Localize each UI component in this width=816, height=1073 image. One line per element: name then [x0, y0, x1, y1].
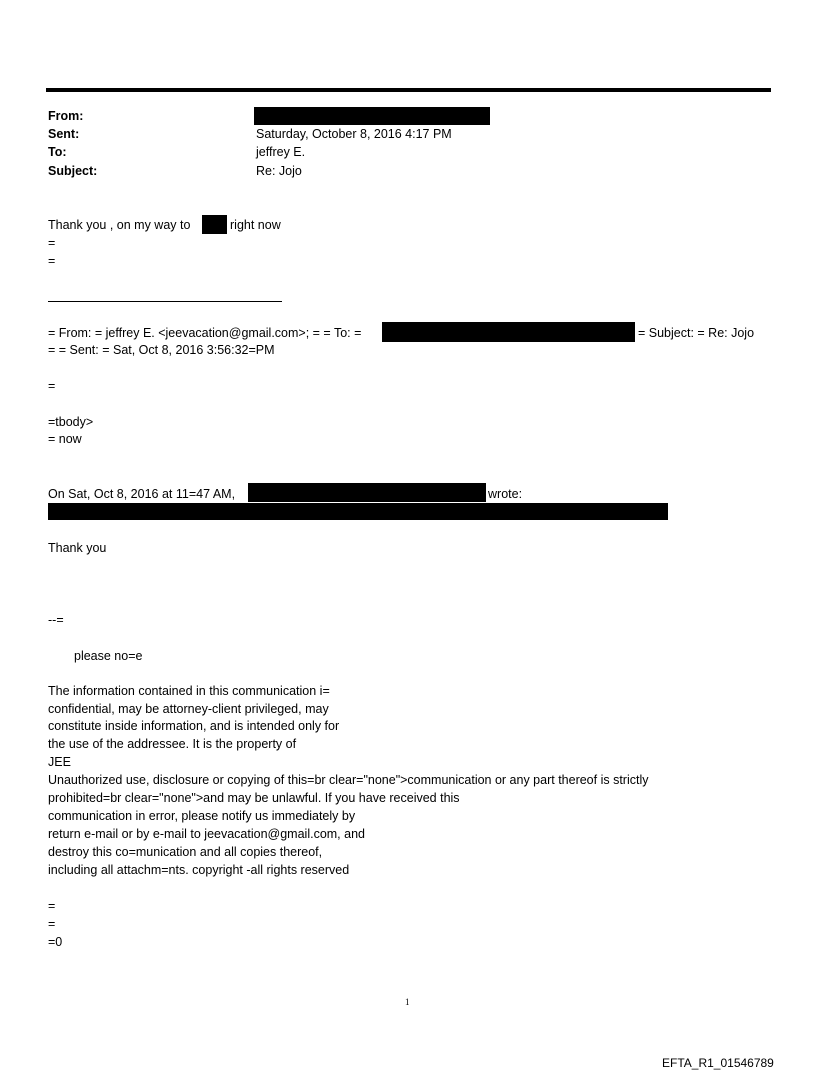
body-line-1b: right now: [230, 218, 281, 232]
quoted-header-b: = Subject: = Re: Jojo: [638, 326, 755, 340]
subject-value: Re: Jojo: [256, 164, 302, 178]
page-number: 1: [405, 997, 410, 1007]
disclaimer-line: destroy this co=munication and all copies thereof,: [48, 845, 323, 859]
subject-label: Subject:: [48, 164, 98, 178]
from-label: From:: [48, 109, 84, 123]
eq-line-1: =: [48, 236, 56, 250]
place-redaction: [202, 215, 227, 234]
sender-redaction: [248, 483, 486, 502]
quoted-header-a: = From: = jeffrey E. <jeevacation@gmail.com>; = = To: =: [48, 326, 362, 340]
end-eq-3: =0: [48, 935, 63, 949]
signature-separator: --=: [48, 613, 64, 627]
header-rule: [46, 88, 771, 92]
disclaimer-line: confidential, may be attorney-client privileged, may: [48, 702, 329, 716]
disclaimer-line: prohibited=br clear="none">and may be unlawful. If you have received this: [48, 791, 460, 805]
to-redaction: [382, 322, 635, 342]
disclaimer-line: communication in error, please notify us immediately by: [48, 809, 356, 823]
sent-label: Sent:: [48, 127, 80, 141]
end-eq-1: =: [48, 899, 56, 913]
tbody-line: =tbody>: [48, 415, 94, 429]
disclaimer-line: JEE: [48, 755, 71, 769]
disclaimer-line: constitute inside information, and is intended only for: [48, 719, 340, 733]
now-line: = now: [48, 432, 82, 446]
eq-line-3: =: [48, 379, 56, 393]
thank-you-line: Thank you: [48, 541, 107, 555]
quoted-sent: = = Sent: = Sat, Oct 8, 2016 3:56:32=PM: [48, 343, 275, 357]
message-redaction: [48, 503, 668, 520]
disclaimer-line: return e-mail or by e-mail to jeevacation@gmail.com, and: [48, 827, 365, 841]
quote-separator: [48, 301, 282, 302]
wrote-line-b: wrote:: [488, 487, 523, 501]
disclaimer-line: including all attachm=nts. copyright -all rights reserved: [48, 863, 350, 877]
body-line-1a: Thank you , on my way to: [48, 218, 191, 232]
disclaimer-line: the use of the addressee. It is the property of: [48, 737, 297, 751]
to-value: jeffrey E.: [256, 145, 306, 159]
disclaimer-line: The information contained in this communication i=: [48, 684, 330, 698]
bates-number: EFTA_R1_01546789: [662, 1056, 774, 1070]
sent-value: Saturday, October 8, 2016 4:17 PM: [256, 127, 452, 141]
to-label: To:: [48, 145, 67, 159]
wrote-line-a: On Sat, Oct 8, 2016 at 11=47 AM,: [48, 487, 236, 501]
please-line: please no=e: [74, 649, 143, 663]
end-eq-2: =: [48, 917, 56, 931]
eq-line-2: =: [48, 254, 56, 268]
disclaimer-line: Unauthorized use, disclosure or copying of this=br clear="none">communication or any part thereof is strictly: [48, 773, 649, 787]
from-redaction: [254, 107, 490, 125]
